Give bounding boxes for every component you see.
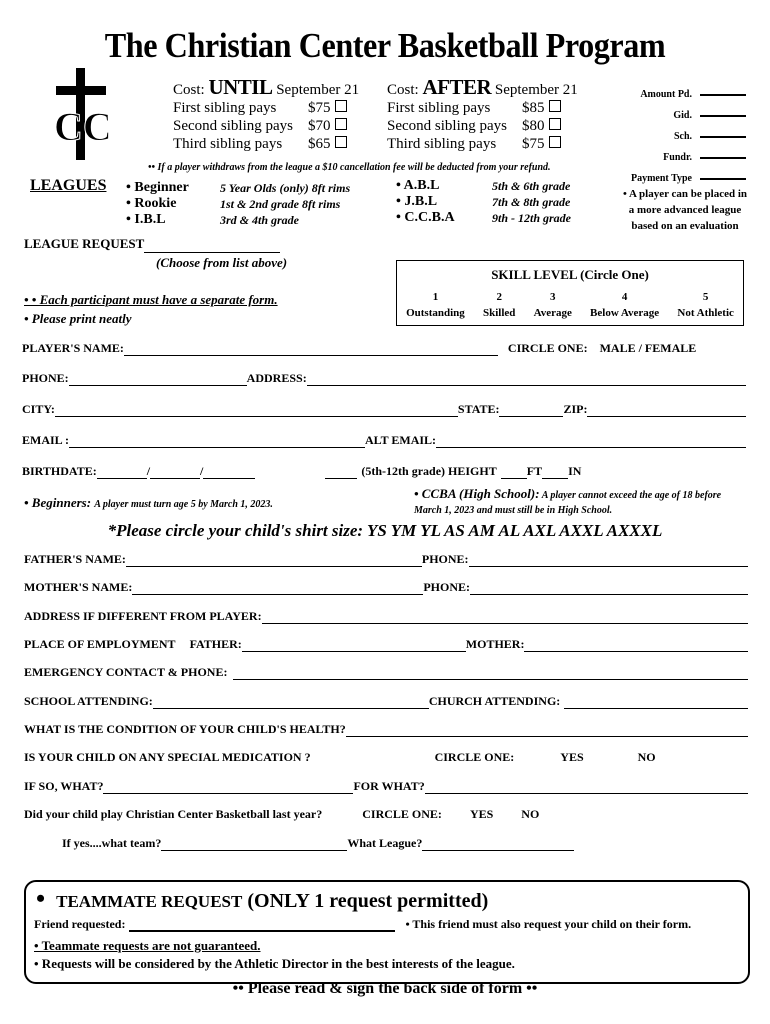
father-phone-input[interactable]: [469, 554, 748, 567]
alt-email-input[interactable]: [436, 435, 746, 448]
city-row: [22, 402, 746, 417]
friend-note: • This friend must also request your child on their form.: [405, 917, 692, 931]
what-team-label: If yes....what team?: [62, 836, 162, 850]
skill-label: Skilled: [482, 307, 516, 319]
birth-year-input[interactable]: [203, 466, 255, 479]
leagues-left: [126, 180, 350, 228]
skill-option[interactable]: [590, 289, 659, 321]
league-desc: 3rd & 4th grade: [220, 213, 300, 227]
beginners-note-heading: • Beginners:: [24, 495, 92, 510]
teammate-limit: (ONLY 1 request permitted): [247, 890, 489, 912]
bullet: •: [36, 884, 46, 913]
admin-label: Fundr.: [663, 152, 692, 163]
skill-label: Below Average: [590, 307, 660, 319]
birth-day-input[interactable]: [150, 466, 200, 479]
admin-label: Amount Pd.: [640, 89, 692, 100]
price-value: $65: [308, 136, 331, 152]
league-name: • A.B.L: [396, 178, 440, 193]
admin-line[interactable]: [700, 136, 746, 138]
skill-num: 2: [496, 291, 502, 303]
player-name-label: PLAYER'S NAME:: [22, 341, 124, 355]
league-request: [24, 236, 280, 253]
print-neatly-note: • Please print neatly: [24, 311, 132, 326]
medication-label: IS YOUR CHILD ON ANY SPECIAL MEDICATION ?: [24, 750, 311, 764]
mother-row: [24, 580, 748, 595]
mother-phone-input[interactable]: [470, 582, 748, 595]
skill-num: 3: [549, 291, 556, 303]
city-input[interactable]: [55, 404, 458, 417]
employment-mother-label: MOTHER:: [465, 637, 525, 651]
email-row: [22, 433, 746, 448]
state-input[interactable]: [499, 404, 563, 417]
height-in-input[interactable]: [542, 466, 568, 479]
advanced-league-note: • A player can be placed in a more advanced league based on an evaluation: [622, 188, 748, 232]
league-request-input[interactable]: [144, 236, 280, 253]
alt-address-input[interactable]: [262, 611, 748, 624]
health-label: WHAT IS THE CONDITION OF YOUR CHILD'S HEALTH?: [24, 722, 346, 736]
checkbox[interactable]: [549, 136, 561, 148]
what-league-input[interactable]: [422, 838, 574, 851]
employment-father-label: FATHER:: [189, 637, 242, 651]
skill-label: Outstanding: [406, 307, 465, 319]
zip-label: ZIP:: [563, 402, 588, 416]
checkbox[interactable]: [335, 118, 347, 130]
price-row-label: First sibling pays: [387, 100, 491, 116]
price-value: $75: [522, 136, 545, 152]
church-input[interactable]: [564, 696, 748, 709]
cancellation-note: •• If a player withdraws from the league a $10 cancellation fee will be deducted from your refund.: [148, 162, 551, 173]
phone-address-row: [22, 371, 746, 386]
skill-label: Not Athletic: [677, 307, 734, 319]
last-year-label: Did your child play Christian Center Basketball last year?: [24, 807, 323, 821]
price-row-label: First sibling pays: [173, 100, 277, 116]
checkbox[interactable]: [549, 118, 561, 130]
considered-note: • Requests will be considered by the Athletic Director in the best interests of the league.: [34, 956, 515, 971]
league-name: • C.C.B.A: [396, 210, 455, 225]
ccba-note: [414, 486, 750, 518]
player-name-row: [22, 341, 746, 356]
beginners-note: [24, 495, 273, 511]
for-what-input[interactable]: [425, 781, 748, 794]
state-label: STATE:: [457, 402, 500, 416]
phone-input[interactable]: [69, 373, 247, 386]
what-league-label: What League?: [347, 836, 423, 850]
skill-option[interactable]: [483, 289, 515, 321]
ft-label: FT: [526, 464, 543, 478]
last-year-yes[interactable]: YES: [469, 807, 494, 821]
skill-option[interactable]: [534, 289, 572, 321]
cost-after: [387, 75, 587, 153]
beginners-note-text: A player must turn age 5 by March 1, 2023.: [94, 499, 273, 510]
emergency-row: [24, 665, 748, 680]
footer-note: •• Please read & sign the back side of form ••: [232, 980, 538, 997]
leagues-right: [396, 178, 571, 226]
fathers-name-input[interactable]: [126, 554, 422, 567]
admin-line[interactable]: [700, 157, 746, 159]
admin-label: Gid.: [673, 110, 692, 121]
last-year-row: [24, 807, 748, 822]
cost-label: Cost:: [387, 82, 419, 98]
skill-num: 4: [621, 291, 628, 303]
cost-label: Cost:: [173, 82, 205, 98]
school-row: [24, 694, 748, 709]
until-date: September 21: [276, 82, 360, 98]
address-label: ADDRESS:: [246, 371, 307, 385]
employment-row: [24, 637, 748, 652]
medication-no[interactable]: NO: [637, 750, 656, 764]
friend-input[interactable]: [129, 920, 395, 932]
price-value: $80: [522, 118, 545, 134]
email-label: EMAIL :: [22, 433, 70, 447]
league-desc: 1st & 2nd grade 8ft rims: [220, 197, 341, 211]
health-input[interactable]: [346, 724, 748, 737]
mothers-name-label: MOTHER'S NAME:: [24, 580, 133, 594]
separate-form-note: • • Each participant must have a separate form.: [24, 292, 278, 307]
birthdate-row: BIRTHDATE: / / (5th-12th grade) HEIGHT FT IN: [22, 464, 582, 478]
league-desc: 5 Year Olds (only) 8ft rims: [220, 181, 351, 195]
admin-line[interactable]: [700, 178, 746, 180]
after-keyword: AFTER: [422, 75, 492, 99]
ccba-note-heading: • CCBA (High School):: [414, 486, 540, 501]
teammate-heading: [36, 884, 488, 914]
friend-row: [34, 917, 748, 932]
admin-label: Payment Type: [630, 173, 692, 184]
player-name-input[interactable]: [124, 343, 498, 356]
fathers-name-label: FATHER'S NAME:: [24, 552, 126, 566]
mother-phone-label: PHONE:: [423, 580, 471, 594]
father-phone-label: PHONE:: [421, 552, 469, 566]
emergency-label: EMERGENCY CONTACT & PHONE:: [24, 665, 228, 679]
what-team-input[interactable]: [161, 838, 347, 851]
page-title: The Christian Center Basketball Program: [104, 26, 666, 65]
skill-option[interactable]: [406, 289, 465, 321]
employment-label: PLACE OF EMPLOYMENT: [24, 637, 176, 651]
not-guaranteed-note: • Teammate requests are not guaranteed.: [34, 938, 261, 953]
league-name: • Rookie: [126, 196, 177, 211]
address-input[interactable]: [307, 373, 746, 386]
price-row-label: Third sibling pays: [173, 136, 283, 152]
skill-num: 1: [432, 291, 439, 303]
team-row: [62, 836, 622, 851]
gender-circle-label: CIRCLE ONE:: [507, 341, 588, 355]
medication-row: [24, 750, 748, 765]
until-keyword: UNTIL: [208, 75, 273, 99]
grade-input[interactable]: [325, 466, 357, 479]
skill-title: SKILL LEVEL (Circle One): [491, 267, 649, 282]
last-year-circle-label: CIRCLE ONE:: [362, 807, 442, 821]
school-input[interactable]: [153, 696, 429, 709]
employment-father-input[interactable]: [242, 639, 466, 652]
email-input[interactable]: [69, 435, 365, 448]
admin-label: Sch.: [673, 131, 692, 142]
if-so-row: [24, 779, 748, 794]
price-row-label: Second sibling pays: [387, 118, 507, 134]
price-row-label: Third sibling pays: [387, 136, 497, 152]
for-what-label: FOR WHAT?: [353, 779, 425, 793]
price-value: $75: [308, 100, 331, 116]
birthdate-label: BIRTHDATE:: [22, 464, 97, 478]
skill-label: Average: [533, 307, 572, 319]
emergency-input[interactable]: [233, 667, 748, 680]
logo-text: CC: [54, 104, 112, 149]
league-name: • I.B.L: [126, 212, 166, 227]
admin-line[interactable]: [700, 115, 746, 117]
church-label: CHURCH ATTENDING:: [428, 694, 561, 708]
league-request-label: LEAGUE REQUEST: [24, 236, 145, 251]
school-label: SCHOOL ATTENDING:: [24, 694, 153, 708]
league-name: • J.B.L: [396, 194, 438, 209]
height-label: (5th-12th grade) HEIGHT: [361, 464, 497, 478]
last-year-no[interactable]: NO: [521, 807, 540, 821]
city-label: CITY:: [22, 402, 55, 416]
alt-address-label: ADDRESS IF DIFFERENT FROM PLAYER:: [24, 609, 262, 623]
cross-logo-icon: [52, 68, 112, 160]
skill-option[interactable]: [677, 289, 734, 321]
medication-yes[interactable]: YES: [560, 750, 584, 764]
gender-options[interactable]: MALE / FEMALE: [599, 341, 697, 355]
alt-address-row: [24, 609, 748, 624]
league-desc: 9th - 12th grade: [492, 211, 572, 225]
zip-input[interactable]: [587, 404, 746, 417]
employment-mother-input[interactable]: [524, 639, 748, 652]
if-so-label: IF SO, WHAT?: [24, 779, 104, 793]
shirt-size-prompt[interactable]: *Please circle your child's shirt size: YS YM YL AS AM AL AXL AXXL AXXXL: [107, 521, 663, 540]
admin-line[interactable]: [700, 94, 746, 96]
father-row: [24, 552, 748, 567]
after-date: September 21: [494, 82, 578, 98]
price-row-label: Second sibling pays: [173, 118, 293, 134]
league-request-sub: (Choose from list above): [156, 255, 288, 270]
friend-label: Friend requested:: [34, 917, 126, 931]
checkbox[interactable]: [335, 100, 347, 112]
cost-until: [173, 75, 373, 153]
if-so-input[interactable]: [103, 781, 353, 794]
price-value: $70: [308, 118, 331, 134]
office-use-block: [600, 84, 746, 189]
phone-label: PHONE:: [22, 371, 69, 385]
height-ft-input[interactable]: [501, 466, 527, 479]
health-row: [24, 722, 748, 737]
birth-month-input[interactable]: [97, 466, 147, 479]
checkbox[interactable]: [335, 136, 347, 148]
ccba-note-text: A player cannot exceed the age of 18 before March 1, 2023 and must still be in High School.: [414, 490, 722, 516]
league-desc: 5th & 6th grade: [492, 179, 571, 193]
league-name: • Beginner: [126, 180, 189, 195]
medication-circle-label: CIRCLE ONE:: [434, 750, 515, 764]
teammate-title: TEAMMATE REQUEST: [56, 892, 243, 911]
price-value: $85: [522, 100, 545, 116]
league-desc: 7th & 8th grade: [492, 195, 571, 209]
alt-email-label: ALT EMAIL:: [365, 433, 437, 447]
checkbox[interactable]: [549, 100, 561, 112]
in-label: IN: [568, 464, 582, 478]
skill-num: 5: [702, 291, 709, 303]
skill-level-box: [396, 260, 744, 326]
mothers-name-input[interactable]: [132, 582, 423, 595]
leagues-heading: LEAGUES: [30, 177, 107, 194]
